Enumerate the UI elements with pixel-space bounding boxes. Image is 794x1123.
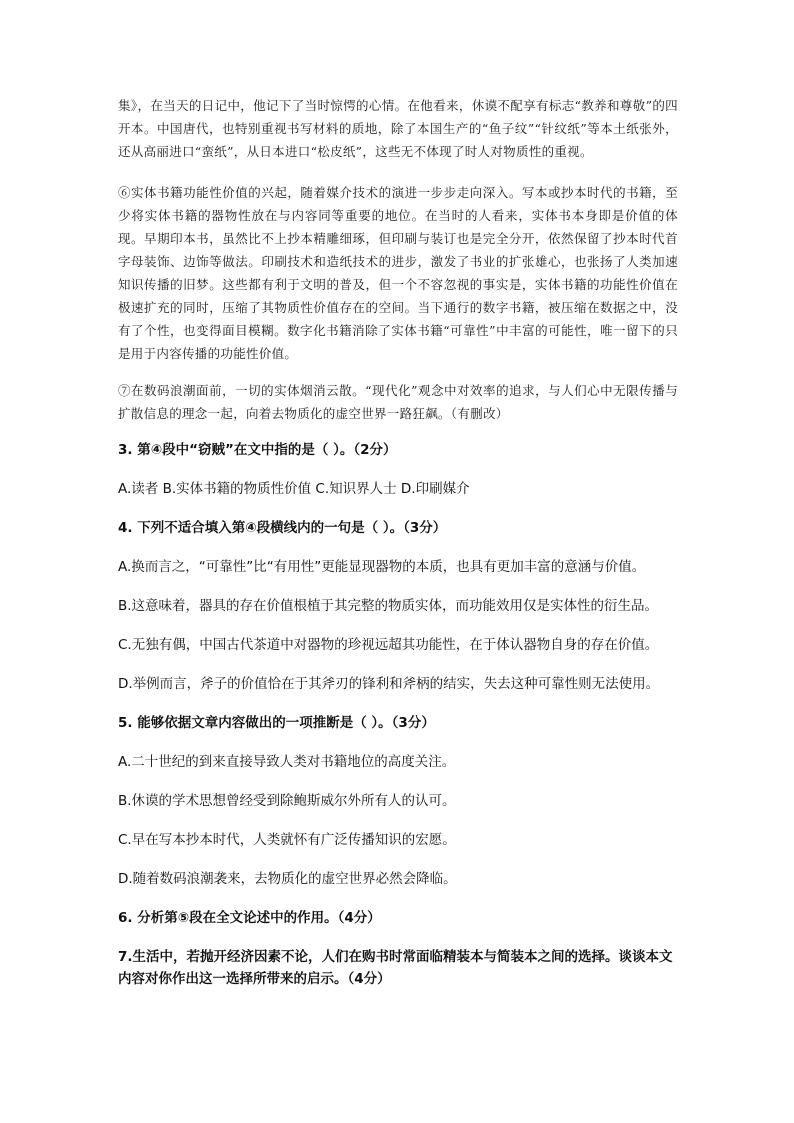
question-3	[118, 439, 678, 500]
passage-paragraph: 集》，在当天的日记中，他记下了当时惊愕的心情。在他看来，休谟不配享有标志“教养和尊敬”的四开本。中国唐代，也特别重视书写材料的质地，除了本国生产的“鱼子纹”“针纹纸”等本土纸张外，还从高丽进口“蛮纸”，从日本进口“松皮纸”，这些无不体现了时人对物质性的重视。	[118, 98, 678, 159]
passage-paragraph-6: ⑥实体书籍功能性价值的兴起，随着媒介技术的演进一步步走向深入。写本或抄本时代的书籍，至少将实体书籍的器物性放在与内容同等重要的地位。在当时的人看来，实体书本身即是价值的体现。早期印本书，虽然比不上抄本精雕细琢，但印刷与装订也是完全分开，依然保留了抄本时代首字母装饰、边饰等做法。印刷技术和造纸技术的进步，激发了书业的扩张雄心，也张扬了人类加速知识传播的旧梦。这些都有利于文明的普及，但一个不容忽视的事实是，实体书籍的功能性价值在极速扩充的同时，压缩了其物质性价值存在的空间。当下通行的数字书籍，被压缩在数据之中，没有了个性，也变得面目模糊。数字化书籍消除了实体书籍“可靠性”中丰富的可能性，唯一留下的只是用于内容传播的功能性价值。	[118, 185, 678, 361]
question-6	[118, 907, 678, 929]
question-5	[118, 712, 678, 890]
question-option: A.换而言之，“可靠性”比“有用性”更能显现器物的本质，也具有更加丰富的意涵与价值。	[118, 559, 646, 575]
question-stem: 5. 能够依据文章内容做出的一项推断是（ ）。（3分）	[118, 715, 435, 731]
question-7	[118, 946, 678, 990]
question-option: B.这意味着，器具的存在价值根植于其完整的物质实体，而功能效用仅是实体性的衍生品。	[118, 598, 659, 614]
question-option: D.随着数码浪潮袭来，去物质化的虚空世界必然会降临。	[118, 871, 457, 887]
exam-page	[118, 94, 678, 990]
question-option: C.早在写本抄本时代，人类就怀有广泛传播知识的宏愿。	[118, 832, 456, 848]
question-stem: 6. 分析第⑤段在全文论述中的作用。（4分）	[118, 910, 381, 926]
question-4	[118, 517, 678, 695]
question-stem: 7.生活中，若抛开经济因素不论，人们在购书时常面临精装本与简装本之间的选择。谈谈本文内容对你作出这一选择所带来的启示。（4分）	[118, 949, 673, 987]
question-stem: 4. 下列不适合填入第④段横线内的一句是（ ）。（3分）	[118, 520, 447, 536]
passage-paragraph-7: ⑦在数码浪潮面前，一切的实体烟消云散。“现代化”观念中对效率的追求，与人们心中无限传播与扩散信息的理念一起，向着去物质化的虚空世界一路狂飙。（有删改）	[118, 383, 678, 421]
question-option: D.举例而言，斧子的价值恰在于其斧刃的锋利和斧柄的结实，失去这种可靠性则无法使用。	[118, 676, 660, 692]
question-option: B.休谟的学术思想曾经受到除鲍斯威尔外所有人的认可。	[118, 793, 456, 809]
question-option: A.二十世纪的到来直接导致人类对书籍地位的高度关注。	[118, 754, 456, 770]
question-option: C.无独有偶，中国古代茶道中对器物的珍视远超其功能性，在于体认器物自身的存在价值。	[118, 637, 659, 653]
question-stem: 3. 第④段中“窃贼”在文中指的是（ ）。（2分）	[118, 442, 397, 458]
question-option: A.读者 B.实体书籍的物质性价值 C.知识界人士 D.印刷媒介	[118, 481, 470, 497]
